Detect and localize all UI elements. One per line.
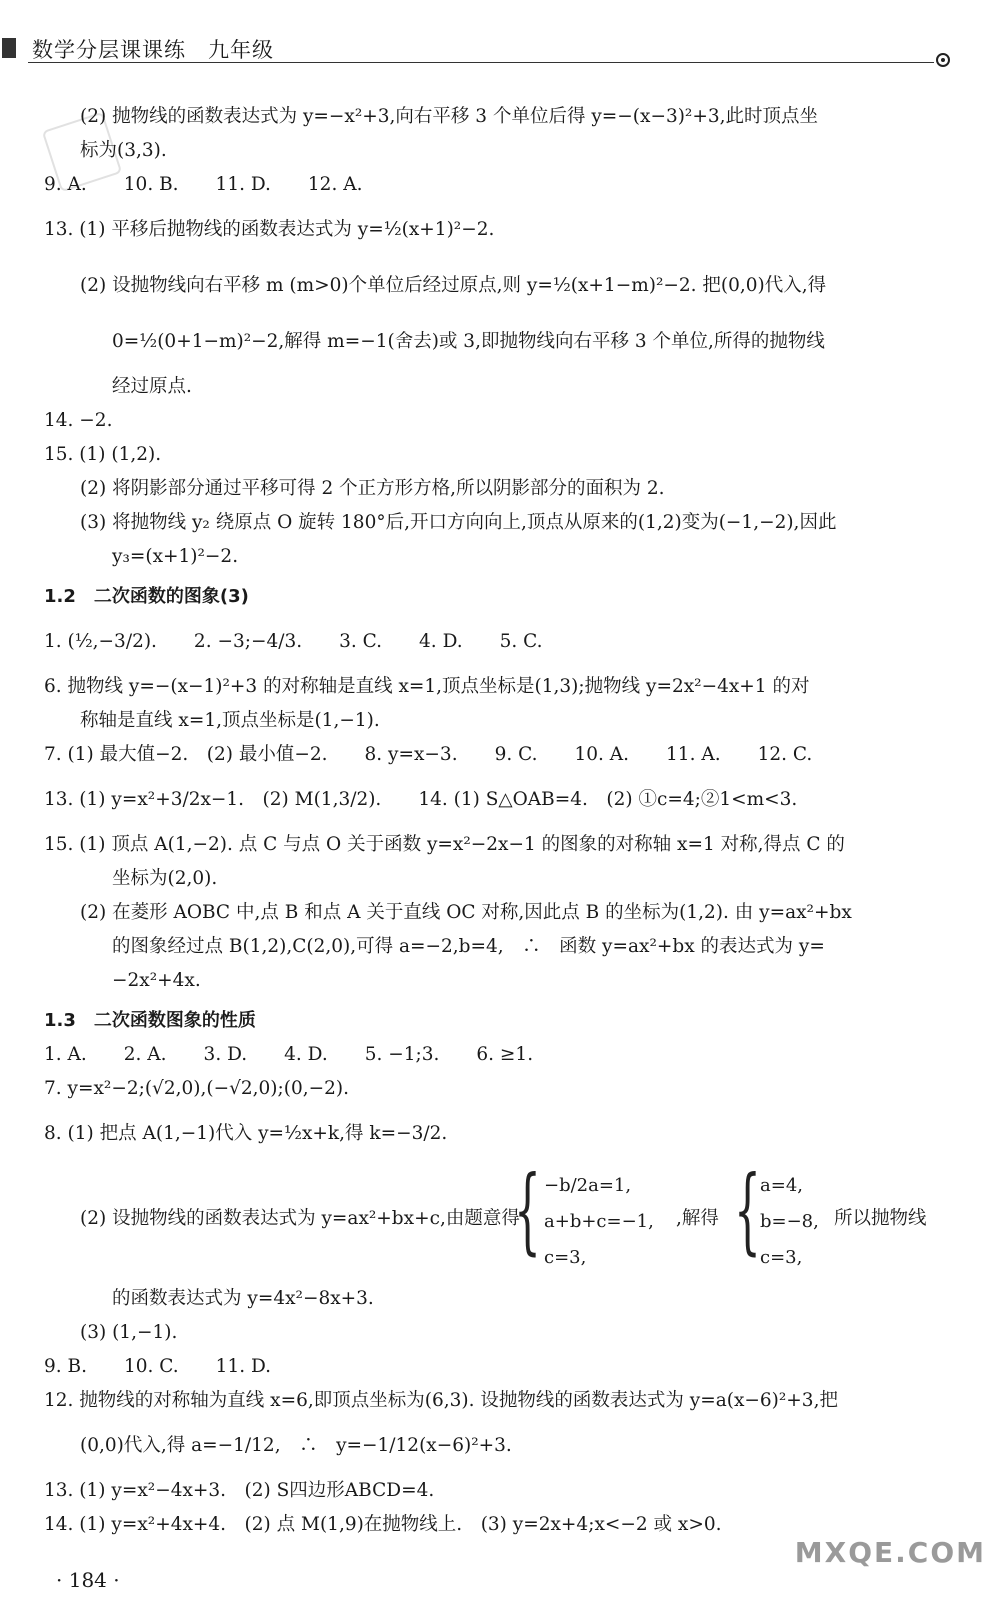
- answer-line: 14. −2.: [44, 410, 113, 431]
- answer-line: 9. B. 10. C. 11. D.: [44, 1356, 272, 1377]
- answer-line: 的图象经过点 B(1,2),C(2,0),可得 a=−2,b=4, ∴ 函数 y=ax²+bx 的表达式为 y=: [112, 936, 825, 957]
- answer-line: (2) 在菱形 AOBC 中,点 B 和点 A 关于直线 OC 对称,因此点 B 的坐标为(1,2). 由 y=ax²+bx: [80, 902, 852, 923]
- answer-line: 15. (1) (1,2).: [44, 444, 162, 465]
- system-lead: (2) 设抛物线的函数表达式为 y=ax²+bx+c,由题意得: [80, 1208, 520, 1229]
- answers-block-4: [44, 1282, 944, 1542]
- target-dot-icon: [936, 53, 950, 67]
- system-row: a=4,: [760, 1175, 803, 1196]
- system-row: c=3,: [760, 1247, 803, 1268]
- answer-line: 坐标为(2,0).: [112, 868, 218, 889]
- answer-line: 标为(3,3).: [80, 140, 167, 161]
- answers-block-2: [44, 614, 944, 998]
- answer-line: 1. (½,−3/2). 2. −3;−4/3. 3. C. 4. D. 5. C.: [44, 631, 543, 652]
- answer-line: 12. 抛物线的对称轴为直线 x=6,即顶点坐标为(6,3). 设抛物线的函数表达式为 y=a(x−6)²+3,把: [44, 1390, 838, 1411]
- answer-line: 0=½(0+1−m)²−2,解得 m=−1(舍去)或 3,即抛物线向右平移 3 个单位,所得的抛物线: [112, 331, 825, 352]
- page-header: [0, 28, 996, 68]
- answer-line: (0,0)代入,得 a=−1/12, ∴ y=−1/12(x−6)²+3.: [80, 1435, 512, 1456]
- answer-line: 称轴是直线 x=1,顶点坐标是(1,−1).: [80, 710, 380, 731]
- answer-line: 7. y=x²−2;(√2,0),(−√2,0);(0,−2).: [44, 1078, 349, 1099]
- answer-line: (2) 设抛物线向右平移 m (m>0)个单位后经过原点,则 y=½(x+1−m)²−2. 把(0,0)代入,得: [80, 275, 827, 296]
- answer-line: −2x²+4x.: [112, 970, 201, 991]
- system-row: b=−8,: [760, 1211, 819, 1232]
- answer-line: 9. A. 10. B. 11. D. 12. A.: [44, 174, 363, 195]
- system-row: a+b+c=−1,: [544, 1211, 654, 1232]
- answer-line: (3) (1,−1).: [80, 1322, 178, 1343]
- system-middle: ,解得: [676, 1208, 719, 1229]
- section-heading: 1.2 二次函数的图象(3): [44, 586, 249, 607]
- corner-mark-icon: [2, 38, 16, 58]
- equation-system: [44, 1156, 944, 1282]
- answer-line: (2) 将阴影部分通过平移可得 2 个正方形方格,所以阴影部分的面积为 2.: [80, 478, 665, 499]
- answers-block-3: [44, 1038, 944, 1162]
- answer-line: 13. (1) y=x²+3/2x−1. (2) M(1,3/2). 14. (1) S△OAB=4. (2) ①c=4;②1<m<3.: [44, 789, 798, 810]
- system-row: c=3,: [544, 1247, 587, 1268]
- answer-line: y₃=(x+1)²−2.: [112, 546, 239, 567]
- answers-block-1: [44, 100, 944, 574]
- answer-line: 1. A. 2. A. 3. D. 4. D. 5. −1;3. 6. ≥1.: [44, 1044, 534, 1065]
- answer-line: 13. (1) 平移后抛物线的函数表达式为 y=½(x+1)²−2.: [44, 219, 495, 240]
- answer-line: (2) 抛物线的函数表达式为 y=−x²+3,向右平移 3 个单位后得 y=−(x−3)²+3,此时顶点坐: [80, 106, 818, 127]
- system-left-rows: [544, 1168, 654, 1276]
- answer-line: 13. (1) y=x²−4x+3. (2) S四边形ABCD=4.: [44, 1480, 435, 1501]
- answer-line: 经过原点.: [112, 376, 192, 397]
- answer-content: [44, 100, 944, 1542]
- answer-line: 的函数表达式为 y=4x²−8x+3.: [112, 1288, 374, 1309]
- system-row: −b/2a=1,: [544, 1175, 632, 1196]
- page-number: · 184 ·: [56, 1568, 120, 1592]
- answer-line: 14. (1) y=x²+4x+4. (2) 点 M(1,9)在抛物线上. (3) y=2x+4;x<−2 或 x>0.: [44, 1514, 722, 1535]
- answer-line: (3) 将抛物线 y₂ 绕原点 O 旋转 180°后,开口方向向上,顶点从原来的(1,2)变为(−1,−2),因此: [80, 512, 837, 533]
- section-heading: 1.3 二次函数图象的性质: [44, 1010, 256, 1031]
- left-brace-icon: {: [514, 1156, 541, 1265]
- watermark-logo: MXQE.COM: [794, 1536, 986, 1569]
- header-rule: [28, 62, 934, 63]
- system-tail: 所以抛物线: [834, 1208, 927, 1229]
- answer-line: 6. 抛物线 y=−(x−1)²+3 的对称轴是直线 x=1,顶点坐标是(1,3);抛物线 y=2x²−4x+1 的对: [44, 676, 810, 697]
- left-brace-icon: {: [734, 1156, 761, 1265]
- answer-line: 7. (1) 最大值−2. (2) 最小值−2. 8. y=x−3. 9. C. 10. A. 11. A. 12. C.: [44, 744, 813, 765]
- book-title: 数学分层课课练 九年级: [32, 38, 274, 62]
- system-right-rows: [760, 1168, 819, 1276]
- answer-line: 15. (1) 顶点 A(1,−2). 点 C 与点 O 关于函数 y=x²−2x−1 的图象的对称轴 x=1 对称,得点 C 的: [44, 834, 845, 855]
- answer-line: 8. (1) 把点 A(1,−1)代入 y=½x+k,得 k=−3/2.: [44, 1123, 448, 1144]
